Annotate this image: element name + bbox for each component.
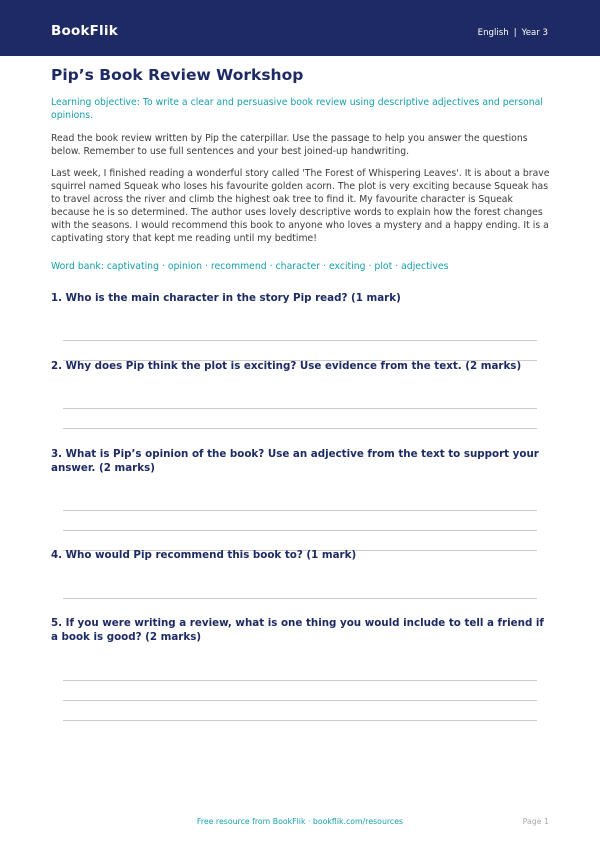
meta-separator: | [513,28,517,38]
question-3: 3. What is Pip’s opinion of the book? Use an adjective from the text to support your answer. (2 marks) [51,448,539,474]
answer-line[interactable] [63,530,537,531]
footer-text: Free resource from BookFlik · bookflik.com/resources [196,817,404,826]
answer-line[interactable] [63,340,537,341]
answer-line[interactable] [63,700,537,701]
learning-objective: Learning objective: To write a clear and persuasive book review using descriptive adjectives and personal opinions. [51,97,543,121]
answer-line[interactable] [63,598,537,599]
question-2: 2. Why does Pip think the plot is exciting? Use evidence from the text. (2 marks) [51,360,522,372]
subject-year [478,28,548,38]
answer-line[interactable] [63,680,537,681]
review-passage: Last week, I finished reading a wonderful story called 'The Forest of Whispering Leaves'. It is about a brave squirrel named Squeak who loses his favourite golden acorn. The plot is very exciting because Squeak has to travel across the river and climb the highest oak tree to find it. My favourite character is Squeak because he is so determined. The author uses lovely descriptive words to explain how the forest changes with the seasons. I would recommend this book to anyone who loves a mystery and a happy ending. It is a captivating story that kept me reading until my bedtime! [51,168,550,245]
answer-line[interactable] [63,408,537,409]
page-number: Page 1 [522,817,549,826]
instructions: Read the book review written by Pip the caterpillar. Use the passage to help you answer the questions below. Remember to use full sentences and your best joined-up handwriting. [51,133,528,157]
answer-line[interactable] [63,428,537,429]
question-4: 4. Who would Pip recommend this book to? (1 mark) [51,549,357,561]
brand-logo: BookFlik [51,23,118,39]
answer-line[interactable] [63,720,537,721]
worksheet-title: Pip’s Book Review Workshop [51,66,304,84]
answer-line[interactable] [63,510,537,511]
header-bar [0,0,600,56]
year-label: Year 3 [521,28,548,38]
subject-label: English [477,28,509,38]
question-5: 5. If you were writing a review, what is one thing you would include to tell a friend if a book is good? (2 marks) [51,617,544,643]
word-bank: Word bank: captivating · opinion · recommend · character · exciting · plot · adjectives [51,261,449,272]
question-1: 1. Who is the main character in the story Pip read? (1 mark) [51,292,401,304]
